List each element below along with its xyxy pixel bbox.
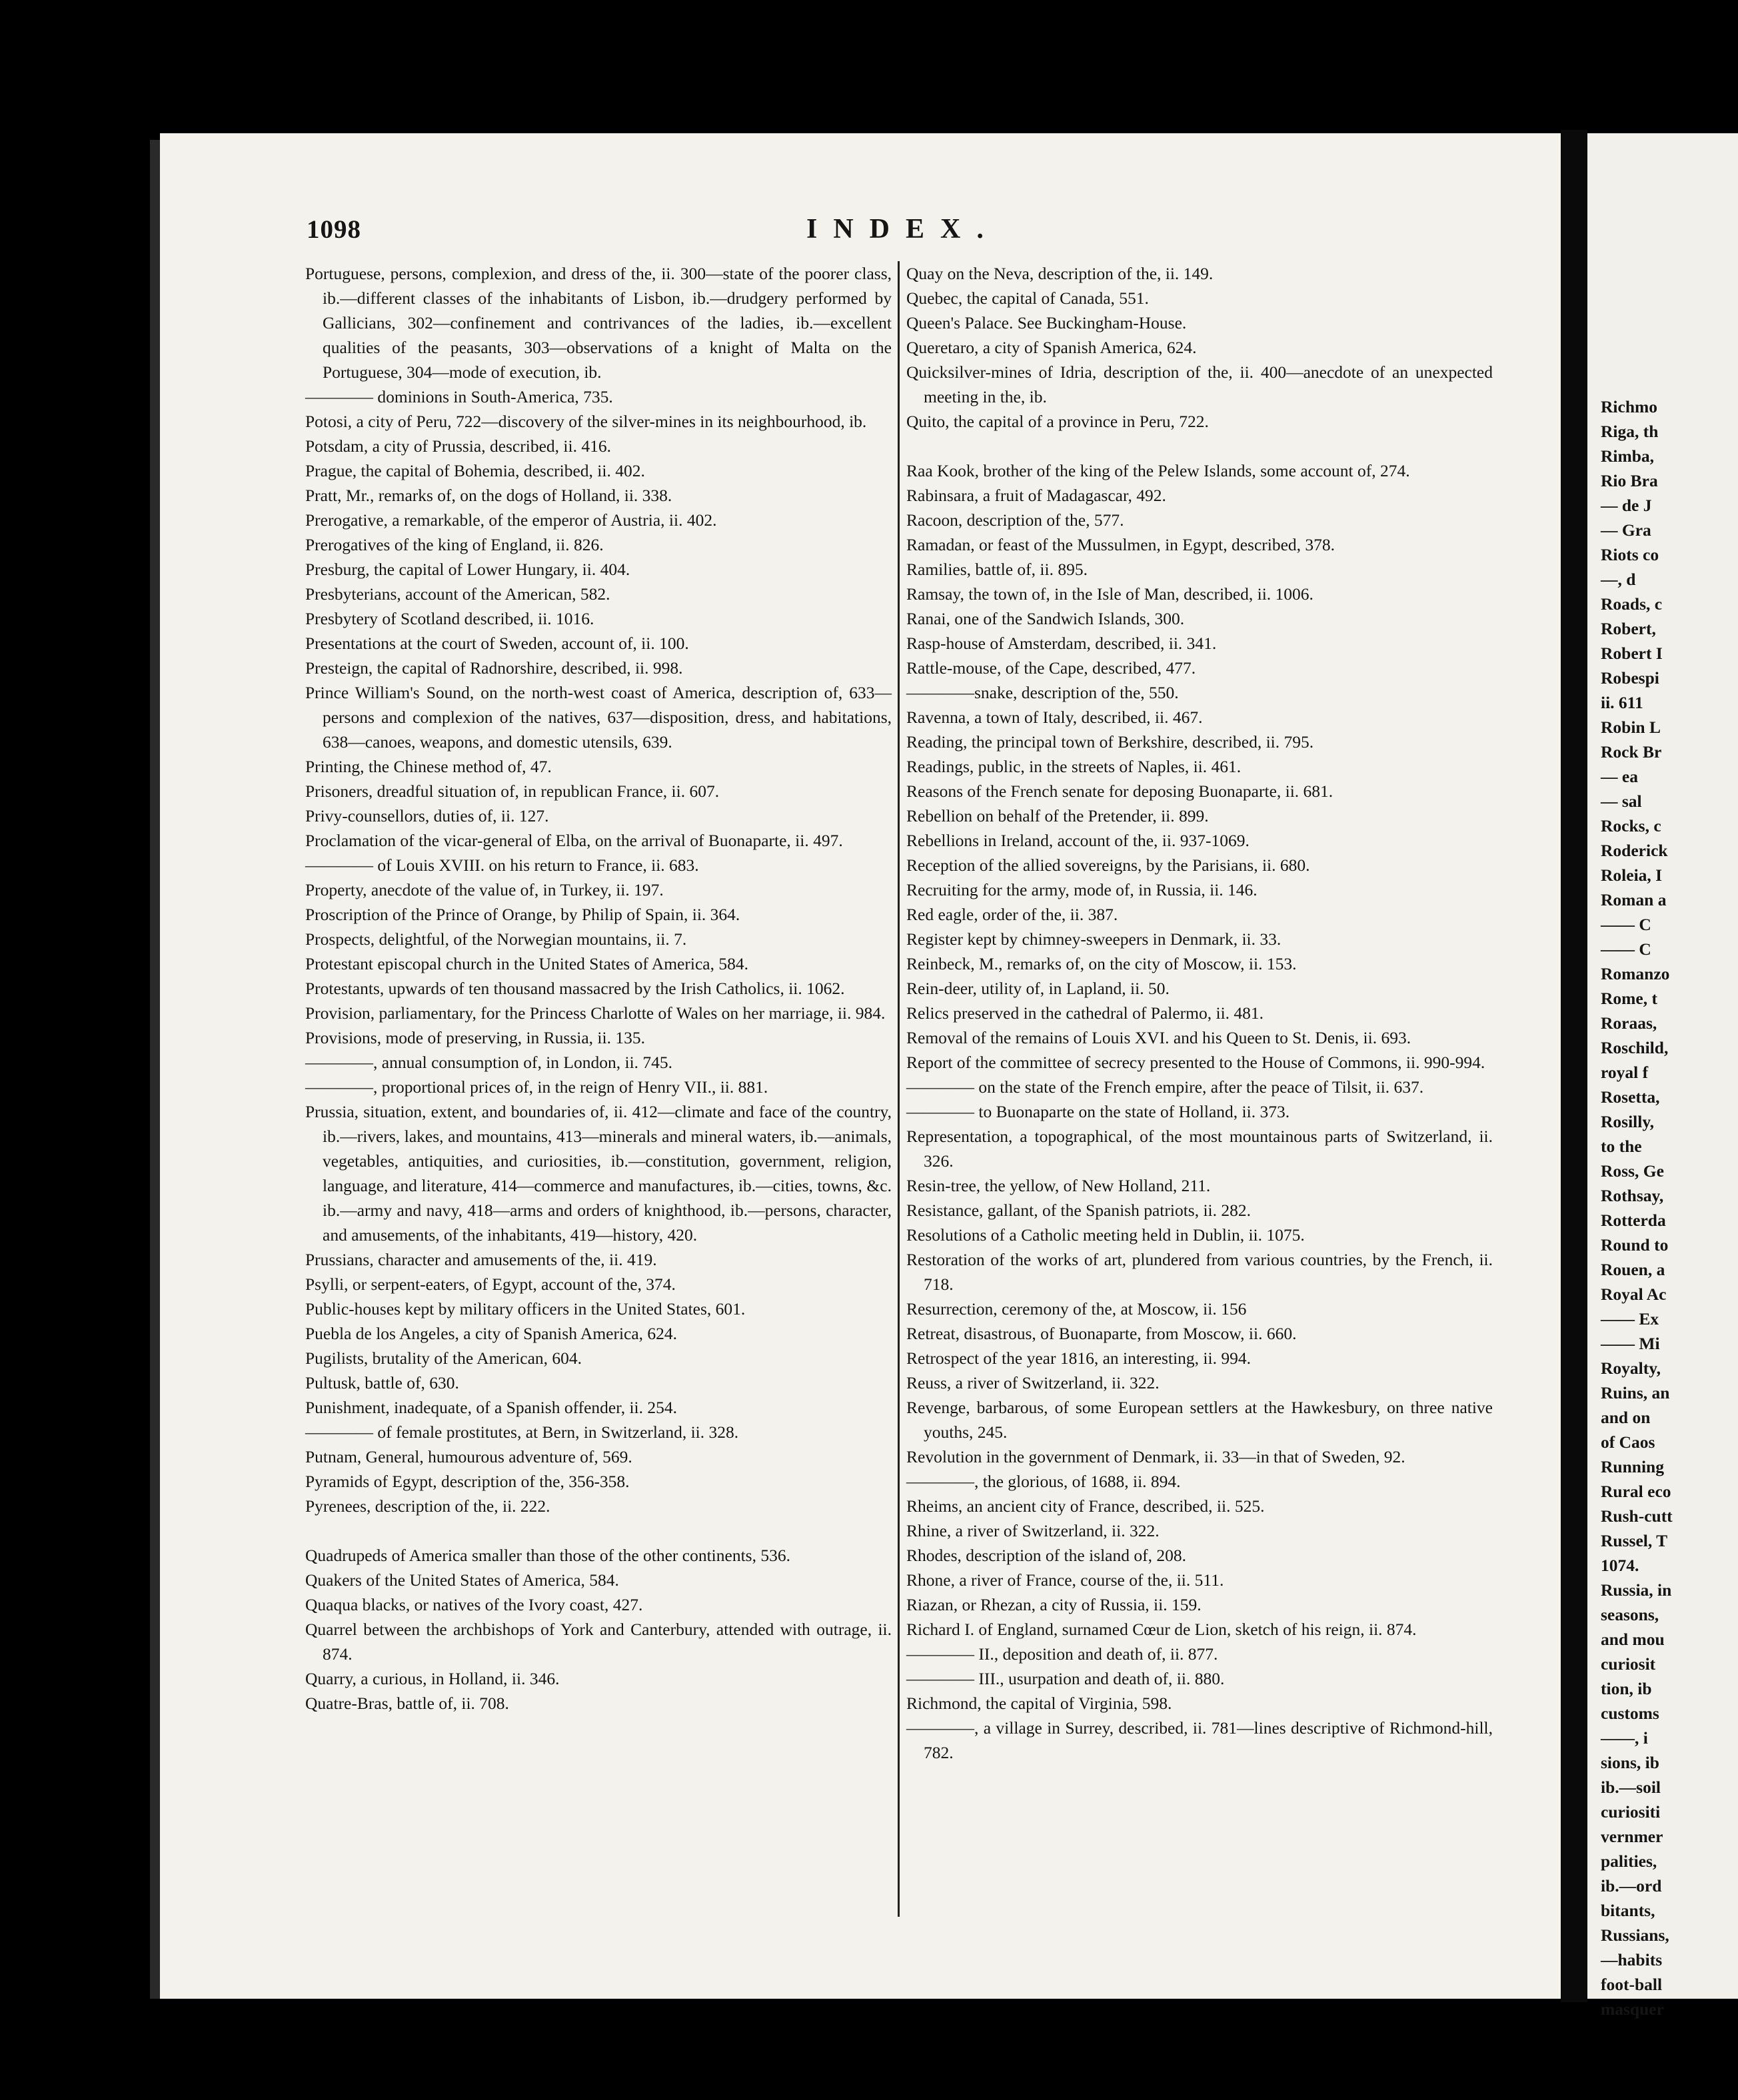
facing-page-line: Robert, <box>1601 619 1656 638</box>
index-entry: Proscription of the Prince of Orange, by Philip of Spain, ii. 364. <box>305 905 740 924</box>
index-entry: Raa Kook, brother of the king of the Pelew Islands, some account of, 274. <box>906 461 1410 480</box>
facing-page-line: Roleia, I <box>1601 865 1663 885</box>
index-entry: Prince William's Sound, on the north-west coast of America, description of, 633—persons and complexion of the natives, 637—disposition, dress, and habitations, 638—canoes, weapons, and domestic utensils, 639. <box>305 683 892 752</box>
index-entry: Rein-deer, utility of, in Lapland, ii. 50. <box>906 979 1170 998</box>
facing-page-line: palities, <box>1601 1851 1657 1871</box>
index-entry: Revolution in the government of Denmark, ii. 33—in that of Sweden, 92. <box>906 1447 1405 1466</box>
index-entry: Portuguese, persons, complexion, and dress of the, ii. 300—state of the poorer class, ib.—different classes of the inhabitants of Lisbon, ib.—drudgery performed by Gallicians, 302—confinement and contrivances of the ladies, ib.—excellent qualities of the peasants, 303—observations of a knight of Malta on the Portuguese, 304—mode of execution, ib. <box>305 264 892 382</box>
index-entry: Reception of the allied sovereigns, by the Parisians, ii. 680. <box>906 855 1310 875</box>
index-entry: Ramsay, the town of, in the Isle of Man, described, ii. 1006. <box>906 584 1313 604</box>
index-entry: Punishment, inadequate, of a Spanish offender, ii. 254. <box>305 1398 677 1417</box>
index-entry: Rhine, a river of Switzerland, ii. 322. <box>906 1521 1160 1540</box>
facing-page-line: Roschild, <box>1601 1038 1669 1057</box>
facing-page-line: of Caos <box>1601 1432 1655 1452</box>
index-entry: Quebec, the capital of Canada, 551. <box>906 288 1149 308</box>
facing-page-line: Russians, <box>1601 1925 1669 1945</box>
index-entry: ————snake, description of the, 550. <box>906 683 1179 702</box>
index-entry: Quadrupeds of America smaller than those of the other continents, 536. <box>305 1546 790 1565</box>
index-entry: Quarrel between the archbishops of York and Canterbury, attended with outrage, ii. 874. <box>305 1620 892 1664</box>
facing-page-line: seasons, <box>1601 1605 1659 1624</box>
facing-page <box>1587 133 1738 2019</box>
index-entry: ———— of female prostitutes, at Bern, in Switzerland, ii. 328. <box>305 1422 739 1442</box>
index-entry: ———— to Buonaparte on the state of Holland, ii. 373. <box>906 1102 1290 1121</box>
facing-page-line: vernmer <box>1601 1827 1663 1846</box>
index-entry: Prospects, delightful, of the Norwegian mountains, ii. 7. <box>305 929 687 949</box>
facing-page-line: Riga, th <box>1601 422 1659 441</box>
running-head: INDEX. <box>806 214 1000 245</box>
index-entry: Pyramids of Egypt, description of the, 356-358. <box>305 1472 630 1491</box>
index-entry: Putnam, General, humourous adventure of, 569. <box>305 1447 632 1466</box>
facing-page-line: Rome, t <box>1601 989 1657 1008</box>
facing-page-line: Rouen, a <box>1601 1260 1665 1279</box>
facing-page-line: customs <box>1601 1704 1659 1723</box>
facing-page-line: Russia, in <box>1601 1580 1672 1600</box>
index-entry: Removal of the remains of Louis XVI. and his Queen to St. Denis, ii. 693. <box>906 1028 1411 1047</box>
index-entry: Reading, the principal town of Berkshire, described, ii. 795. <box>906 732 1314 752</box>
facing-page-line: Romanzo <box>1601 964 1670 983</box>
index-entry: Rattle-mouse, of the Cape, described, 477. <box>906 658 1196 678</box>
facing-page-line: — Gra <box>1601 520 1651 540</box>
facing-page-line: Royal Ac <box>1601 1285 1667 1304</box>
index-entry: Presburg, the capital of Lower Hungary, ii. 404. <box>305 560 630 579</box>
index-entry: Pugilists, brutality of the American, 604. <box>305 1348 582 1368</box>
facing-page-line: Royalty, <box>1601 1358 1661 1378</box>
index-entry: Riazan, or Rhezan, a city of Russia, ii. 159. <box>906 1595 1202 1614</box>
index-entry: Red eagle, order of the, ii. 387. <box>906 905 1118 924</box>
index-entry: Psylli, or serpent-eaters, of Egypt, account of the, 374. <box>305 1275 676 1294</box>
facing-page-line: Riots co <box>1601 545 1659 564</box>
index-entry: Pratt, Mr., remarks of, on the dogs of Holland, ii. 338. <box>305 486 672 505</box>
facing-page-line: royal f <box>1601 1063 1649 1082</box>
index-entry: Ranai, one of the Sandwich Islands, 300. <box>906 609 1185 628</box>
facing-page-line: ib.—soil <box>1601 1778 1661 1797</box>
facing-page-line: Roads, c <box>1601 594 1663 614</box>
page-number: 1098 <box>307 215 361 244</box>
index-entry: Reuss, a river of Switzerland, ii. 322. <box>906 1373 1160 1392</box>
index-entry: Potsdam, a city of Prussia, described, ii. 416. <box>305 436 611 456</box>
index-entry: Report of the committee of secrecy presented to the House of Commons, ii. 990-994. <box>906 1053 1485 1072</box>
index-entry: Retrospect of the year 1816, an interesting, ii. 994. <box>906 1348 1251 1368</box>
facing-page-line: Ross, Ge <box>1601 1161 1664 1181</box>
facing-page-line: Russel, T <box>1601 1531 1668 1550</box>
index-entry: Quicksilver-mines of Idria, description of the, ii. 400—anecdote of an unexpected meeting in the, ib. <box>906 362 1493 406</box>
index-entry: ————, a village in Surrey, described, ii. 781—lines descriptive of Richmond-hill, 782. <box>906 1718 1493 1762</box>
facing-page-line: Richmo <box>1601 397 1657 416</box>
facing-page-line: Rosetta, <box>1601 1087 1660 1107</box>
index-entry: Prisoners, dreadful situation of, in republican France, ii. 607. <box>305 782 720 801</box>
index-entry: Restoration of the works of art, plundered from various countries, by the French, ii. 718. <box>906 1250 1493 1294</box>
index-entry: Retreat, disastrous, of Buonaparte, from Moscow, ii. 660. <box>906 1324 1297 1343</box>
index-entry: Resurrection, ceremony of the, at Moscow, ii. 156 <box>906 1299 1247 1318</box>
facing-page-line: and on <box>1601 1408 1651 1427</box>
index-entry: Prussians, character and amusements of the, ii. 419. <box>305 1250 657 1269</box>
facing-page-line: 1074. <box>1601 1556 1639 1575</box>
column-divider <box>898 261 900 1917</box>
index-entry: Richmond, the capital of Virginia, 598. <box>906 1694 1172 1713</box>
index-entry: Rebellions in Ireland, account of the, ii. 937-1069. <box>906 831 1250 850</box>
index-column-left <box>305 261 892 1716</box>
index-entry: Quito, the capital of a province in Peru, 722. <box>906 412 1209 431</box>
facing-page-line: ib.—ord <box>1601 1876 1662 1895</box>
facing-page-line: —— Mi <box>1601 1334 1660 1353</box>
index-entry: Property, anecdote of the value of, in Turkey, ii. 197. <box>305 880 664 899</box>
index-entry: Presentations at the court of Sweden, account of, ii. 100. <box>305 634 689 653</box>
facing-page-line: Rosilly, <box>1601 1112 1655 1131</box>
index-entry: Resistance, gallant, of the Spanish patriots, ii. 282. <box>906 1201 1251 1220</box>
index-entry: Rasp-house of Amsterdam, described, ii. 341. <box>906 634 1217 653</box>
index-entry: ———— III., usurpation and death of, ii. 880. <box>906 1669 1225 1688</box>
index-entry: Protestant episcopal church in the United States of America, 584. <box>305 954 748 973</box>
index-entry: Presteign, the capital of Radnorshire, described, ii. 998. <box>305 658 683 678</box>
index-entry: Quay on the Neva, description of the, ii. 149. <box>906 264 1214 283</box>
index-entry: ———— II., deposition and death of, ii. 877. <box>906 1644 1218 1664</box>
index-entry: Resolutions of a Catholic meeting held in Dublin, ii. 1075. <box>906 1225 1305 1245</box>
index-entry: Recruiting for the army, mode of, in Russia, ii. 146. <box>906 880 1258 899</box>
facing-page-line: curiositi <box>1601 1802 1661 1822</box>
index-entry: Ramilies, battle of, ii. 895. <box>906 560 1088 579</box>
index-entry: Puebla de los Angeles, a city of Spanish America, 624. <box>305 1324 678 1343</box>
index-entry: Quaqua blacks, or natives of the Ivory coast, 427. <box>305 1595 643 1614</box>
index-entry: Quarry, a curious, in Holland, ii. 346. <box>305 1669 560 1688</box>
index-entry: Presbyterians, account of the American, 582. <box>305 584 610 604</box>
facing-page-line: —— Ex <box>1601 1309 1659 1328</box>
facing-page-line: curiosit <box>1601 1654 1656 1674</box>
index-entry: Pyrenees, description of the, ii. 222. <box>305 1496 550 1516</box>
index-entry: Resin-tree, the yellow, of New Holland, 211. <box>906 1176 1211 1195</box>
index-entry: Privy-counsellors, duties of, ii. 127. <box>305 806 549 825</box>
facing-page-line: Robin L <box>1601 718 1661 737</box>
facing-page-line: ii. 611 <box>1601 693 1643 712</box>
index-entry: ———— of Louis XVIII. on his return to France, ii. 683. <box>305 855 699 875</box>
index-entry: Presbytery of Scotland described, ii. 1016. <box>305 609 594 628</box>
facing-page-line: to the <box>1601 1137 1642 1156</box>
facing-page-line: Roman a <box>1601 890 1667 909</box>
index-entry: Prerogatives of the king of England, ii. 826. <box>305 535 604 554</box>
facing-page-text <box>1601 394 1673 2021</box>
facing-page-line: —— C <box>1601 915 1651 934</box>
index-entry: Rabinsara, a fruit of Madagascar, 492. <box>906 486 1166 505</box>
facing-page-line: —, d <box>1601 570 1636 589</box>
facing-page-line: and mou <box>1601 1630 1665 1649</box>
index-entry: Potosi, a city of Peru, 722—discovery of the silver-mines in its neighbourhood, ib. <box>305 412 867 431</box>
book-gutter <box>1561 130 1587 2002</box>
facing-page-line: — ea <box>1601 767 1638 786</box>
facing-page-line: Ruins, an <box>1601 1383 1670 1402</box>
index-entry: Queen's Palace. See Buckingham-House. <box>906 313 1187 332</box>
index-entry: Richard I. of England, surnamed Cœur de Lion, sketch of his reign, ii. 874. <box>906 1620 1417 1639</box>
index-entry: Pultusk, battle of, 630. <box>305 1373 459 1392</box>
facing-page-line: — de J <box>1601 496 1652 515</box>
index-entry: Public-houses kept by military officers in the United States, 601. <box>305 1299 746 1318</box>
index-entry: Representation, a topographical, of the most mountainous parts of Switzerland, ii. 326. <box>906 1127 1493 1171</box>
facing-page-line: tion, ib <box>1601 1679 1652 1698</box>
facing-page-line: —habits <box>1601 1950 1663 1969</box>
facing-page-line: Robespi <box>1601 668 1659 688</box>
facing-page-line: Rotterda <box>1601 1211 1666 1230</box>
index-entry: Ramadan, or feast of the Mussulmen, in Egypt, described, 378. <box>906 535 1335 554</box>
facing-page-line: Roraas, <box>1601 1013 1657 1033</box>
index-entry: ———— on the state of the French empire, after the peace of Tilsit, ii. 637. <box>906 1077 1424 1097</box>
index-entry: Provision, parliamentary, for the Princess Charlotte of Wales on her marriage, ii. 984. <box>305 1003 886 1023</box>
index-entry: Prague, the capital of Bohemia, described, ii. 402. <box>305 461 645 480</box>
index-entry: Quatre-Bras, battle of, ii. 708. <box>305 1694 509 1713</box>
index-entry: Protestants, upwards of ten thousand massacred by the Irish Catholics, ii. 1062. <box>305 979 845 998</box>
index-entry: Provisions, mode of preserving, in Russia, ii. 135. <box>305 1028 645 1047</box>
page-edge-shadow <box>150 140 160 1999</box>
index-entry: Rhodes, description of the island of, 208. <box>906 1546 1186 1565</box>
index-entry: Revenge, barbarous, of some European settlers at the Hawkesbury, on three native youths, 245. <box>906 1398 1493 1442</box>
index-entry: Queretaro, a city of Spanish America, 624. <box>906 338 1197 357</box>
index-entry: Rebellion on behalf of the Pretender, ii. 899. <box>906 806 1209 825</box>
index-entry: Racoon, description of the, 577. <box>906 510 1124 530</box>
index-entry: Reinbeck, M., remarks of, on the city of Moscow, ii. 153. <box>906 954 1297 973</box>
facing-page-line: bitants, <box>1601 1901 1655 1920</box>
index-entry: ————, proportional prices of, in the reign of Henry VII., ii. 881. <box>305 1077 768 1097</box>
facing-page-line: foot-ball <box>1601 1975 1663 1994</box>
index-entry: Register kept by chimney-sweepers in Denmark, ii. 33. <box>906 929 1282 949</box>
facing-page-line: Rio Bra <box>1601 471 1658 490</box>
index-entry: Proclamation of the vicar-general of Elba, on the arrival of Buonaparte, ii. 497. <box>305 831 843 850</box>
index-entry: Ravenna, a town of Italy, described, ii. 467. <box>906 708 1203 727</box>
facing-page-line: Running <box>1601 1457 1664 1476</box>
facing-page-line: Rock Br <box>1601 742 1662 762</box>
index-entry: Printing, the Chinese method of, 47. <box>305 757 552 776</box>
facing-page-line: ——, i <box>1601 1728 1648 1748</box>
index-entry: Relics preserved in the cathedral of Palermo, ii. 481. <box>906 1003 1264 1023</box>
facing-page-line: Rush-cutt <box>1601 1506 1673 1526</box>
facing-page-line: sions, ib <box>1601 1753 1659 1772</box>
facing-page-line: Roderick <box>1601 841 1668 860</box>
facing-page-line: Rothsay, <box>1601 1186 1664 1205</box>
facing-page-line: — sal <box>1601 791 1642 811</box>
facing-page-line: Rocks, c <box>1601 816 1661 835</box>
index-entry: Reasons of the French senate for deposing Buonaparte, ii. 681. <box>906 782 1333 801</box>
index-entry: Rheims, an ancient city of France, described, ii. 525. <box>906 1496 1265 1516</box>
index-entry: Rhone, a river of France, course of the, ii. 511. <box>906 1570 1224 1590</box>
index-entry: ————, annual consumption of, in London, ii. 745. <box>305 1053 673 1072</box>
index-entry: ———— dominions in South-America, 735. <box>305 387 613 406</box>
facing-page-line: masquer <box>1601 1999 1664 2019</box>
index-entry: Prerogative, a remarkable, of the emperor of Austria, ii. 402. <box>305 510 717 530</box>
index-column-right <box>906 261 1493 1765</box>
index-entry: Readings, public, in the streets of Naples, ii. 461. <box>906 757 1242 776</box>
facing-page-line: Rimba, <box>1601 446 1655 466</box>
index-entry: Quakers of the United States of America, 584. <box>305 1570 619 1590</box>
index-entry: Prussia, situation, extent, and boundaries of, ii. 412—climate and face of the country, ib.—rivers, lakes, and mountains, 413—minerals and mineral waters, ib.—animals, vegetables, antiquities, and curiosities, ib.—constitution, government, religion, language, and literature, 414—commerce and manufactures, ib.—cities, towns, &c. ib.—army and navy, 418—arms and orders of knighthood, ib.—persons, character, and amusements, of the inhabitants, 419—history, 420. <box>305 1102 892 1245</box>
facing-page-line: —— C <box>1601 939 1651 959</box>
facing-page-line: Rural eco <box>1601 1482 1671 1501</box>
facing-page-line: Round to <box>1601 1235 1669 1255</box>
facing-page-line: Robert I <box>1601 644 1663 663</box>
index-entry: ————, the glorious, of 1688, ii. 894. <box>906 1472 1181 1491</box>
